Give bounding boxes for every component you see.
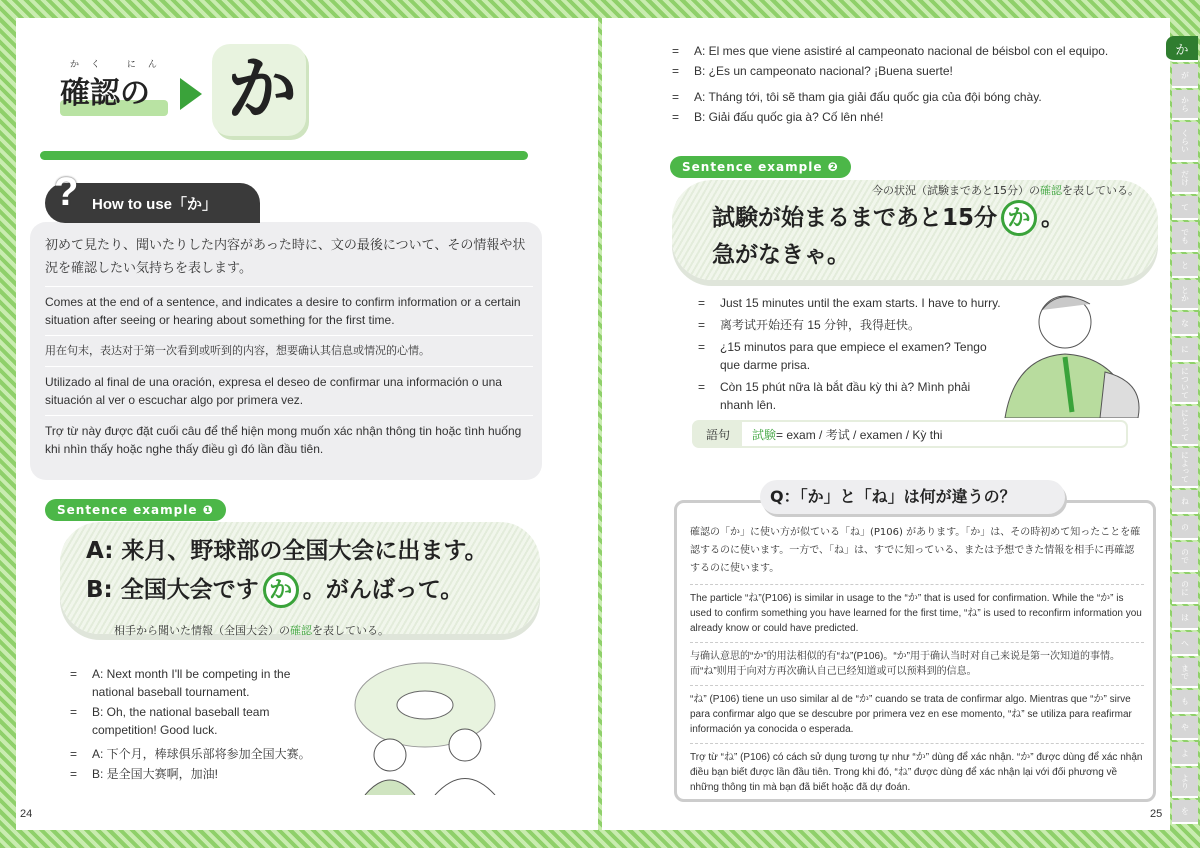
- usage-es: Utilizado al final de una oración, expresa el deseo de confirmar una información o una situación al ver o escuchar algo por primera vez.: [45, 375, 502, 407]
- example2-line2: 急がなきゃ。: [712, 242, 850, 268]
- particle-circle: か: [1001, 200, 1037, 236]
- vocab-word: 試験: [752, 427, 777, 442]
- index-tab[interactable]: か: [1166, 36, 1198, 62]
- illustration-hurrying-man: [1000, 282, 1150, 418]
- example1-a-line: A: 来月、野球部の全国大会に出ます。: [86, 538, 488, 564]
- index-tab[interactable]: でも: [1172, 222, 1198, 252]
- q-body: [690, 524, 1144, 795]
- q-title: Q：「か」と「ね」は何が違うの？: [770, 487, 1016, 506]
- index-tab[interactable]: より: [1172, 768, 1198, 798]
- q-vi: Trợ từ “ね” (P106) có cách sử dụng tương tự như “か” dùng để xác nhận. “か” được dùng để xác nhận điều bạn biết được lần đầu tiên. Trong khi đó, “ね” được dùng để xác nhận lại với đối phương về những thông tin mà bạn đã biết hoặc đã dự đoán.: [690, 752, 1143, 793]
- example2-line1: 試験が始まるまであと15分 か 。: [712, 200, 1064, 236]
- index-tab[interactable]: まで: [1172, 658, 1198, 688]
- index-tab[interactable]: によって: [1172, 448, 1198, 488]
- index-tab[interactable]: から: [1172, 90, 1198, 120]
- q-jp: 確認の「か」に使い方が似ている「ね」(P106) があります。「か」は、その時初めて知ったことを確認するのに使います。一方で、「ね」は、すでに知っている、または予想できた情報を相手に再確認するのに使います。: [690, 527, 1141, 574]
- usage-vi: Trợ từ này được đặt cuối câu để thể hiện mong muốn xác nhận thông tin hoặc tình huống khi nhìn thấy hoặc nghe thấy điều gì đó lần đầu tiên.: [45, 424, 522, 456]
- index-tab[interactable]: が: [1172, 64, 1198, 88]
- q-es: “ね” (P106) tiene un uso similar al de “か” cuando se trata de confirmar algo. Mientras que “か” sirve para confirmar algo que se descubre por primera vez en ese momento, “ね” se utiliza para reafirmar información ya conocida o esperada.: [690, 694, 1132, 735]
- usage-jp: 初めて見たり、聞いたりした内容があった時に、文の最後について、その情報や状況を確認したい気持ちを表します。: [45, 238, 526, 276]
- example1-translations: = A: Next month I'll be competing in the national baseball tournament. = B: Oh, the national baseball team competition! Good luck. = A: 下个月，棒球俱乐部将参加全国大赛。 = B: 是全国大赛啊，加油!: [70, 667, 311, 781]
- index-tab[interactable]: へ: [1172, 632, 1198, 656]
- index-tab[interactable]: とか: [1172, 280, 1198, 310]
- index-tab[interactable]: の: [1172, 516, 1198, 540]
- index-tab[interactable]: を: [1172, 800, 1198, 824]
- vocab-meaning: = exam / 考试 / examen / Kỳ thi: [776, 427, 943, 442]
- example1-label: Sentence example ❶: [45, 499, 226, 521]
- index-tab[interactable]: について: [1172, 364, 1198, 404]
- example2-note: 今の状況（試験まであと15分）の確認を表している。: [872, 184, 1139, 197]
- q-zh: 与确认意思的“か”的用法相似的有“ね”(P106)。“か”用于确认当时对自己来说是第一次知道的事情。而“ね”则用于向对方再次确认自己已经知道或可以预料到的信息。: [690, 651, 1120, 677]
- index-tab[interactable]: ので: [1172, 542, 1198, 572]
- q-en: The particle “ね”(P106) is similar in usage to the “か” that is used for confirmation. While the “か” is used to confirm something you have learned for the first time, “ね” is used to reconfirm information you already know or could have predicted.: [690, 593, 1142, 634]
- index-tab[interactable]: は: [1172, 606, 1198, 630]
- example1-note: 相手から聞いた情報（全国大会）の確認を表している。: [114, 624, 389, 637]
- vocab-bar: [694, 422, 1126, 446]
- title-furigana: かく にん: [70, 60, 169, 70]
- page-number-left: 24: [20, 808, 33, 820]
- index-tab[interactable]: や: [1172, 716, 1198, 740]
- index-tab[interactable]: ね: [1172, 490, 1198, 514]
- how-to-use-label: How to use「か」: [92, 196, 218, 213]
- particle-badge-text: か: [227, 48, 297, 130]
- b-line-pre: B: 全国大会です: [86, 577, 259, 603]
- index-tab[interactable]: だけ: [1172, 164, 1198, 194]
- page-number-right: 25: [1150, 808, 1163, 820]
- question-icon: ?: [54, 170, 79, 214]
- example1-translations-continued: = A: El mes que viene asistiré al campeonato nacional de béisbol con el equipo. = B: ¿Es un campeonato nacional? ¡Buena suerte! = A: Tháng tới, tôi sẽ tham gia giải đấu quốc gia của đội bóng chày. = B: Giải đấu quốc gia à? Cố lên nhé!: [672, 44, 1109, 124]
- divider-bar: [40, 151, 528, 160]
- illustration-baseball-conversation: [320, 650, 530, 795]
- index-tab[interactable]: くらい: [1172, 122, 1198, 162]
- index-tab[interactable]: のに: [1172, 574, 1198, 604]
- index-tab[interactable]: よ: [1172, 742, 1198, 766]
- index-tab[interactable]: な: [1172, 312, 1198, 336]
- how-to-use-body: [45, 234, 533, 458]
- example1-b-line: [86, 572, 463, 608]
- index-tab[interactable]: て: [1172, 196, 1198, 220]
- usage-en: Comes at the end of a sentence, and indicates a desire to confirm information or a certain situation after seeing or hearing about something for the first time.: [45, 295, 521, 327]
- usage-zh: 用在句末，表达对于第一次看到或听到的内容，想要确认其信息或情况的心情。: [45, 345, 430, 357]
- index-tab[interactable]: も: [1172, 690, 1198, 714]
- example2-label: Sentence example ❷: [670, 156, 851, 178]
- vocab-label: 語句: [694, 422, 742, 446]
- index-tab[interactable]: に: [1172, 338, 1198, 362]
- example2-translations: = Just 15 minutes until the exam starts. I have to hurry. = 离考试开始还有 15 分钟，我得赶快。 = ¿15 minutos para que empiece el examen? Tengo que darme prisa. = Còn 15 phút nữa là bắt đầu kỳ thi à? Mình phải nhanh lên.: [698, 296, 1001, 412]
- triangle-icon: [180, 78, 202, 110]
- page-title: 確認の: [60, 76, 150, 111]
- b-line-post: 。がんばって。: [302, 577, 464, 603]
- particle-circle: か: [263, 572, 299, 608]
- index-tab[interactable]: にとって: [1172, 406, 1198, 446]
- index-tab[interactable]: と: [1172, 254, 1198, 278]
